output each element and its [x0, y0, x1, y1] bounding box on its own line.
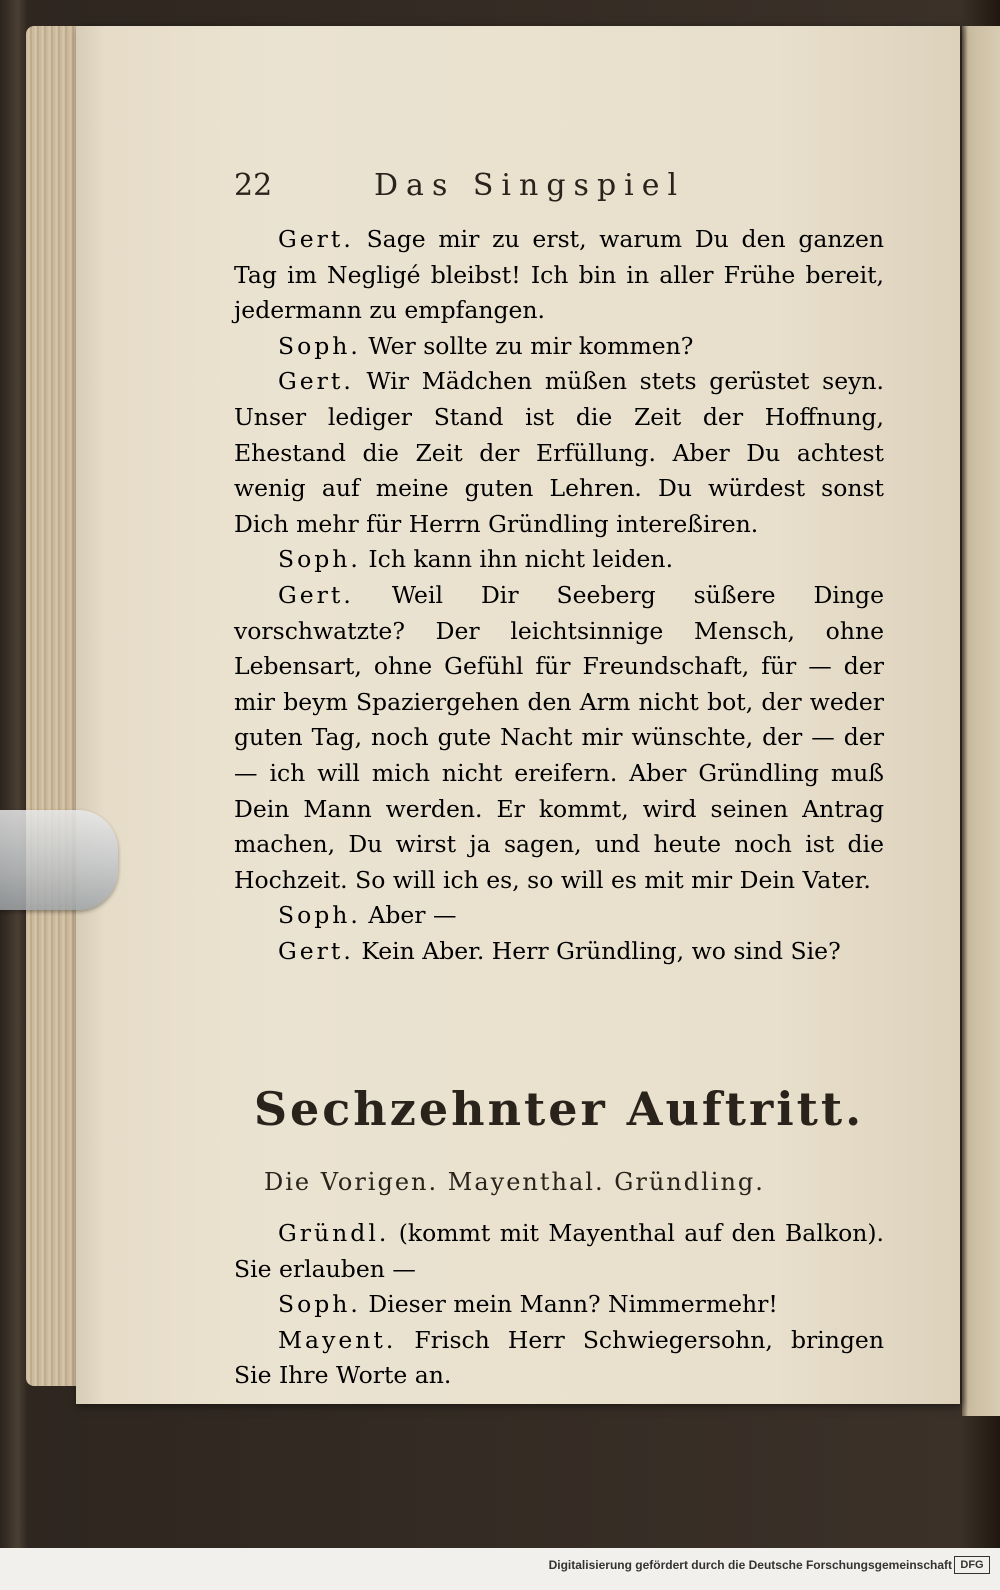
- dfg-logo: DFG: [954, 1556, 990, 1574]
- funding-credit: Digitalisierung gefördert durch die Deutsche Forschungsgemeinschaft: [548, 1558, 952, 1572]
- scene-title: Sechzehnter Auftritt.: [253, 1082, 865, 1136]
- line-text: Aber —: [368, 901, 457, 930]
- line-text: Kein Aber. Herr Gründling, wo sind Sie?: [361, 936, 841, 965]
- line-text: Dieser mein Mann? Nimmermehr!: [368, 1290, 778, 1319]
- scene-cast: Die Vorigen. Mayenthal. Gründling.: [264, 1168, 765, 1196]
- dialogue-line: [234, 1323, 884, 1394]
- dialogue-line: [234, 1216, 884, 1287]
- dialogue-bottom: [234, 1216, 884, 1394]
- line-text: Weil Dir Seeberg süßere Dinge vorschwatzte? Der leichtsinnige Mensch, ohne Lebensart, ohne Gefühl für Freundschaft, für — der mir beym Spaziergehen den Arm nicht bot, der weder guten Tag, noch gute Nacht mir wünschte, der — der — ich will mich nicht ereifern. Aber Gründling muß Dein Mann werden. Er kommt, wird seinen Antrag machen, Du wirst ja sagen, und heute noch ist die Hochzeit. So will ich es, so will es mit mir Dein Vater.: [234, 580, 884, 894]
- line-text: Wer sollte zu mir kommen?: [368, 331, 694, 360]
- dialogue-line: [234, 364, 884, 542]
- running-title: Das Singspiel: [374, 168, 686, 203]
- facing-page-edge: [962, 26, 1000, 1416]
- speaker: Gert.: [278, 936, 354, 965]
- line-text: Wir Mädchen müßen stets gerüstet seyn. Unser lediger Stand ist die Zeit der Hoffnung, Ehestand die Zeit der Erfüllung. Aber Du achtest wenig auf meine guten Lehren. Du würdest sonst Dich mehr für Herrn Gründling intereßiren.: [234, 367, 884, 538]
- page-header: [234, 168, 884, 208]
- footer-bar: [0, 1548, 1000, 1590]
- dialogue-line: [234, 578, 884, 898]
- line-text: (kommt mit Mayenthal auf den Balkon). Sie erlauben —: [234, 1219, 884, 1283]
- line-text: Frisch Herr Schwiegersohn, bringen Sie Ihre Worte an.: [234, 1325, 884, 1390]
- dialogue-line: [234, 222, 884, 329]
- speaker: Soph.: [278, 331, 361, 360]
- dialogue-line: [234, 542, 884, 578]
- dialogue-line: [234, 329, 884, 365]
- speaker: Soph.: [278, 545, 361, 574]
- speaker: Gert.: [278, 225, 354, 253]
- speaker: Gründl.: [278, 1219, 390, 1247]
- line-text: Ich kann ihn nicht leiden.: [368, 545, 674, 574]
- dialogue-line: [234, 1287, 884, 1323]
- page-number: 22: [234, 168, 273, 203]
- page-clip: [0, 810, 118, 910]
- speaker: Soph.: [278, 901, 361, 930]
- speaker: Gert.: [278, 580, 354, 609]
- speaker: Soph.: [278, 1290, 361, 1319]
- speaker: Mayent.: [278, 1325, 397, 1354]
- line-text: Sage mir zu erst, warum Du den ganzen Tag im Negligé bleibst! Ich bin in aller Frühe bereit, jedermann zu empfangen.: [234, 225, 884, 325]
- dialogue-line: [234, 898, 884, 934]
- dialogue-top: [234, 222, 884, 969]
- dialogue-line: [234, 934, 884, 970]
- speaker: Gert.: [278, 367, 354, 396]
